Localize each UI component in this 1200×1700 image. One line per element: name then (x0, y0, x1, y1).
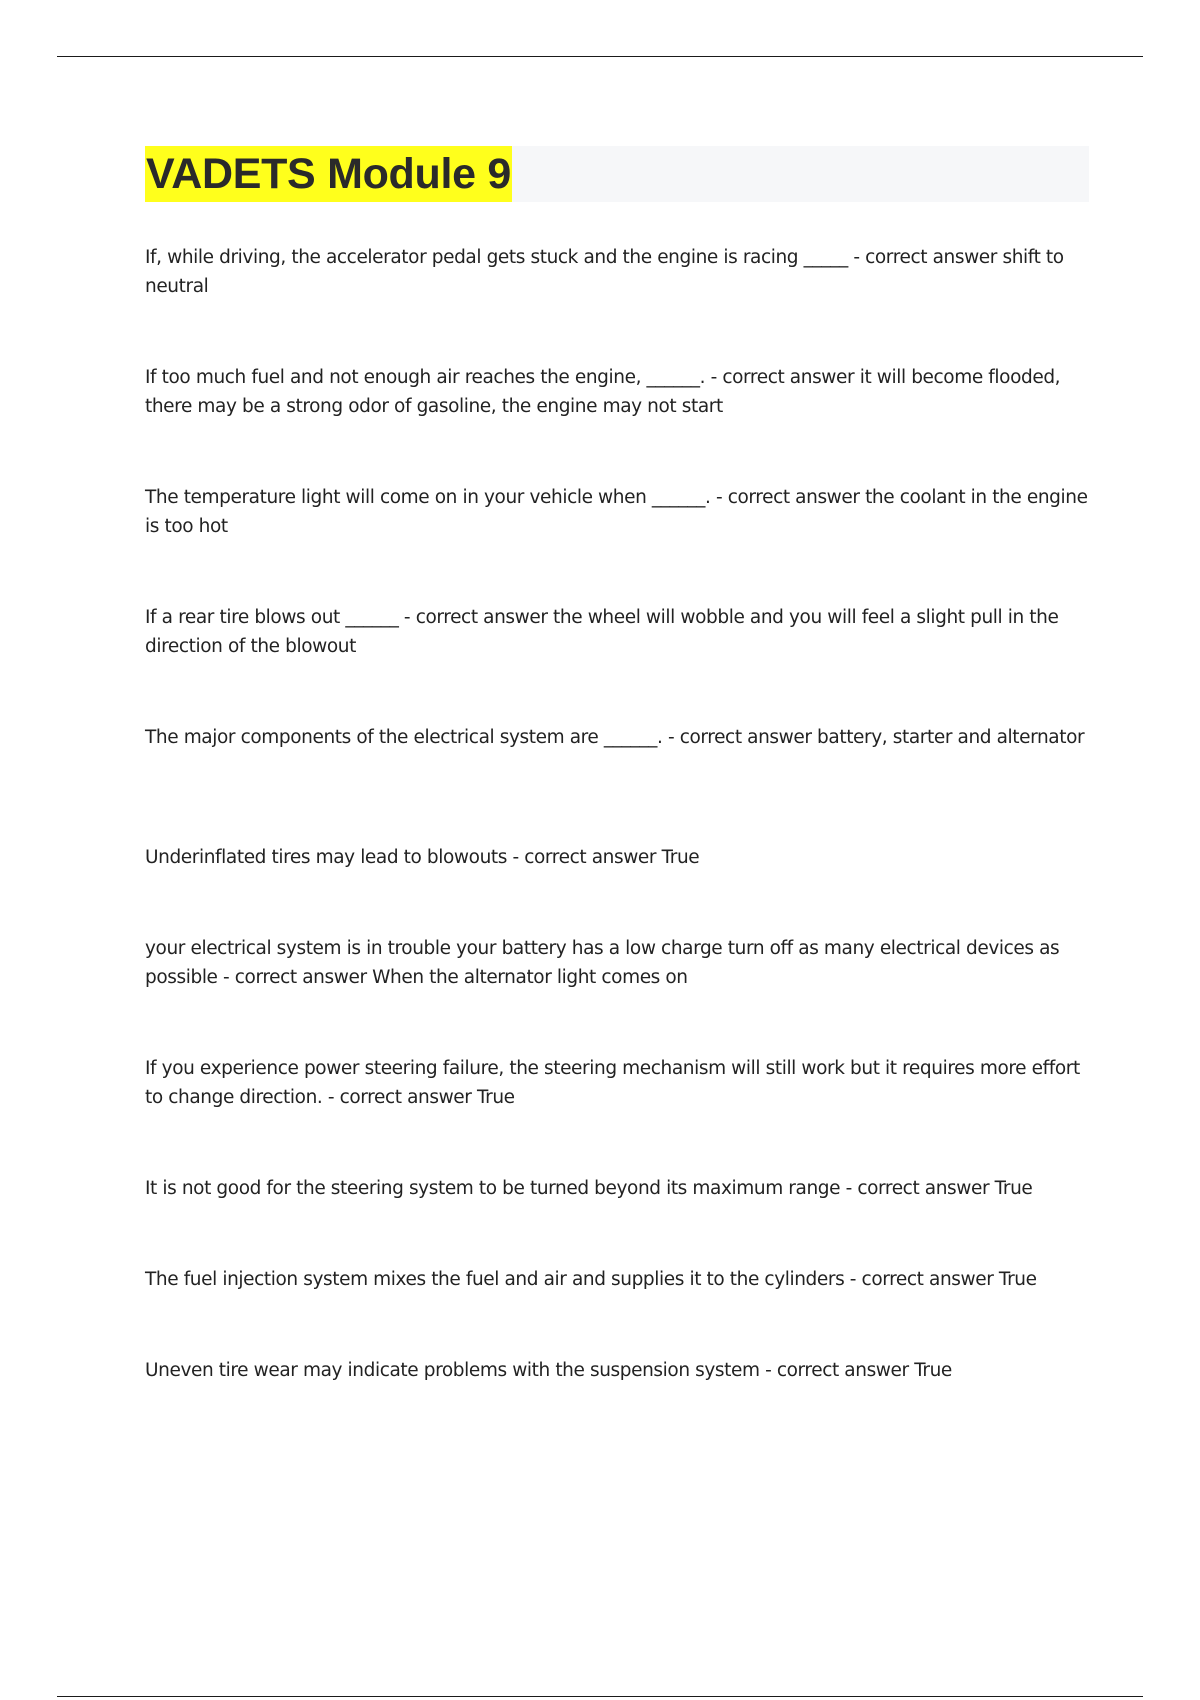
top-rule (57, 56, 1143, 57)
qa-item: your electrical system is in trouble your battery has a low charge turn off as many electrical devices as possible - correct answer When the alternator light comes on (145, 938, 1060, 988)
title-bar (145, 146, 1089, 202)
qa-item: The temperature light will come on in your vehicle when ______. - correct answer the coolant in the engine is too hot (145, 487, 1088, 537)
qa-item: Underinflated tires may lead to blowouts - correct answer True (145, 847, 700, 868)
qa-item: The major components of the electrical system are ______. - correct answer battery, starter and alternator (145, 727, 1085, 748)
document-body (145, 146, 1089, 1381)
qa-item: The fuel injection system mixes the fuel and air and supplies it to the cylinders - correct answer True (145, 1269, 1037, 1290)
qa-item: If a rear tire blows out ______ - correct answer the wheel will wobble and you will feel a slight pull in the direction of the blowout (145, 607, 1059, 657)
qa-item: If too much fuel and not enough air reaches the engine, ______. - correct answer it will become flooded, there may be a strong odor of gasoline, the engine may not start (145, 367, 1061, 417)
document-title: VADETS Module 9 (145, 146, 512, 202)
qa-item: If, while driving, the accelerator pedal gets stuck and the engine is racing _____ - correct answer shift to neutral (145, 247, 1064, 297)
qa-item: Uneven tire wear may indicate problems with the suspension system - correct answer True (145, 1360, 952, 1381)
qa-item: It is not good for the steering system to be turned beyond its maximum range - correct answer True (145, 1178, 1033, 1199)
qa-item: If you experience power steering failure, the steering mechanism will still work but it requires more effort to change direction. - correct answer True (145, 1058, 1080, 1108)
bottom-rule (57, 1696, 1143, 1697)
